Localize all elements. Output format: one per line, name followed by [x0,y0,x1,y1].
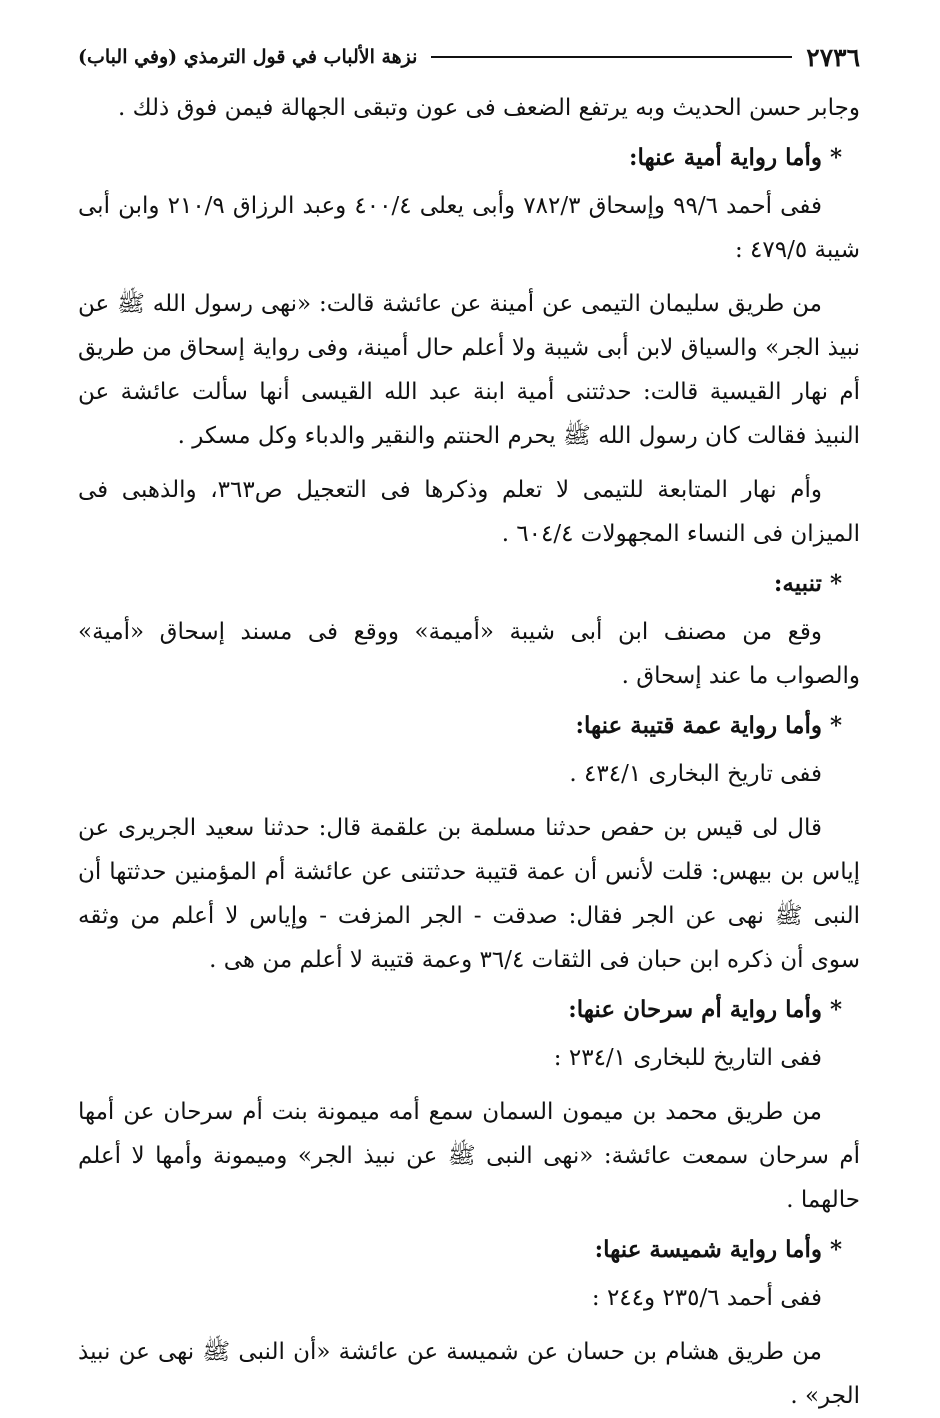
paragraph: ففى تاريخ البخارى ٤٣٤/١ . [569,761,822,787]
paragraph: وجابر حسن الحديث وبه يرتفع الضعف فى عون وتبقى الجهالة فيمن فوق ذلك . [118,95,860,121]
section-heading: * وأما رواية شميسة عنها: [594,1236,842,1263]
paragraph: قال لى قيس بن حفص حدثنا مسلمة بن علقمة قال: حدثنا سعيد الجريرى عن إياس بن بيهس: قلت لأنس أن عمة قتيبة حدثتنى عن عائشة أم المؤمنين حدثتها أن النبى ﷺ نهى عن الجر فقال: صدقت - الجر المزفت - وإياس لا أعلم من وثقه سوى أن ذكره ابن حبان فى الثقات ٣٦/٤ وعمة قتيبة لا أعلم من هى . [78,815,860,973]
page-body [78,86,860,1418]
paragraph: وأم نهار المتابعة للتيمى لا تعلم وذكرها فى التعجيل ص٣٦٣، والذهبى فى الميزان فى النساء المجهولات ٦٠٤/٤ . [78,477,860,547]
section-heading: * وأما رواية أم سرحان عنها: [568,996,842,1023]
header-rule [431,56,792,58]
paragraph: من طريق هشام بن حسان عن شميسة عن عائشة «أن النبى ﷺ نهى عن نبيذ الجر» . [78,1339,860,1409]
section-heading: * تنبيه: [773,570,842,597]
paragraph: وقع من مصنف ابن أبى شيبة «أميمة» ووقع فى مسند إسحاق «أمية» والصواب ما عند إسحاق . [78,619,860,689]
paragraph: ففى أحمد ٩٩/٦ وإسحاق ٧٨٢/٣ وأبى يعلى ٤٠٠/٤ وعبد الرزاق ٢١٠/٩ وابن أبى شيبة ٤٧٩/٥ : [78,193,860,263]
paragraph: من طريق محمد بن ميمون السمان سمع أمه ميمونة بنت أم سرحان عن أمها أم سرحان سمعت عائشة: «نهى النبى ﷺ عن نبيذ الجر» وميمونة وأمها لا أعلم حالهما . [78,1099,860,1213]
paragraph: ففى أحمد ٢٣٥/٦ و٢٤٤ : [591,1285,822,1311]
paragraph: من طريق سليمان التيمى عن أمينة عن عائشة قالت: «نهى رسول الله ﷺ عن نبيذ الجر» والسياق لابن أبى شيبة ولا أعلم حال أمينة، وفى رواية إسحاق من طريق أم نهار القيسية قالت: حدثتنى أمية ابنة عبد الله القيسى أنها سألت عائشة عن النبيذ فقالت كان رسول الله ﷺ يحرم الحنتم والنقير والدباء وكل مسكر . [78,291,860,449]
section-heading: * وأما رواية عمة قتيبة عنها: [575,712,842,739]
page-header [78,40,860,74]
paragraph: ففى التاريخ للبخارى ٢٣٤/١ : [553,1045,822,1071]
page-number: ٢٧٣٦ [806,42,860,72]
section-heading: * وأما رواية أمية عنها: [629,144,842,171]
running-title: نزهة الألباب في قول الترمذي (وفي الباب) [78,46,418,68]
